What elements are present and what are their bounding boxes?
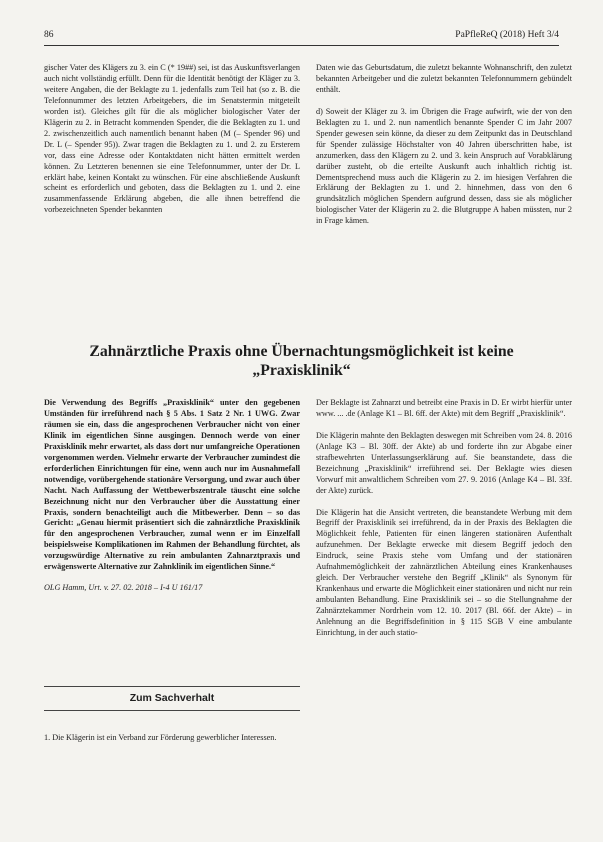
section-rule-bottom bbox=[44, 710, 300, 711]
article-lead: Die Verwendung des Begriffs „Praxisklinik“ unter den gegebenen Umständen für irreführend nach § 5 Abs. 1 Satz 2 Nr. 1 UWG. Zwar räumen sie ein, dass die angesprochenen Verbraucher nicht von einer Klinik im eigentlichen Sinne ausgingen. Dennoch werde von einer Praxisklinik mehr erwartet, als dass dort nur umfangreiche Operationen vorgenommen werden. Vielmehr erwarte der Verbraucher zumindest die erforderlichen Einrichtungen für eine, wenn auch nur im Ausnahmefall notwendige, vorübergehende stationäre Versorgung, und zwar auch über Nacht. Nach Auffassung der Wettbewerbszentrale täuscht eine solche Bezeichnung nicht nur den Verbraucher über die Ausstattung einer Praxis, sondern benachteiligt auch die Mitbewerber. Denn – so das Gericht: „Genau hiermit präsentiert sich die zahnärztliche Praxisklinik für den angesprochenen Verbraucher, zumal wenn er im Einzelfall beispielsweise Komplikationen im Rahmen der Behandlung fürchtet, als vorzugswürdige Alternative zu rein ambulanten Zahnarztpraxis und erwägenswerte Alternative zur Zahnklinik im eigentlichen Sinne.“ bbox=[44, 398, 300, 572]
section-rule-top bbox=[44, 686, 300, 687]
journal-reference: PaPfleReQ (2018) Heft 3/4 bbox=[455, 30, 559, 40]
paragraph: d) Soweit der Kläger zu 3. im Übrigen die Frage aufwirft, wie der von den Beklagten zu 1. und 2. nun namentlich benannte Spender C im Jahr 2007 Spender gewesen sein könne, da dieser zu dem Zeitpunkt das in Deutschland für Spender zulässige Höchstalter von 40 Jahren überschritten habe, ist anzumerken, dass den Klägern zu 2. und 3. kein Anspruch auf Vorabklärung darüber zusteht, ob die erteilte Auskunft auch inhaltlich richtig ist. Dementsprechend muss auch die Klägerin zu 2. im hiesigen Verfahren die Erklärung der Beklagten zu 1. und 2. hinnehmen, dass von den 6 grundsätzlich möglichen Spendern aufgrund dessen, dass sie als möglicher biologischer Vater der Klägerin zu 2. die Blutgruppe A haben müssten, nur 2 in Frage kämen. bbox=[316, 106, 572, 226]
bottom-right-column bbox=[316, 398, 572, 639]
top-right-column bbox=[316, 63, 572, 227]
header-rule bbox=[44, 45, 559, 46]
paragraph: gischer Vater des Klägers zu 3. ein C (* 19##) sei, ist das Auskunftsverlangen auch nicht vollständig erfüllt. Denn für die Identität benötigt der Kläger zu 3. weitere Angaben, die der Beklagte zu 1. jedenfalls zum Teil hat (so z. B. die Telefonnummer des letzten Arbeitgebers, die im Senatstermin mitgeteilt worden ist). Gleiches gilt für die als möglicher biologischer Vater der Klägerin zu 2. in Betracht kommenden Spender, die die Beklagten zu 1. und 2. zwischenzeitlich auch namentlich benannt haben (M (– Spender 96) und Dr. L (– Spender 95)). Zwar tragen die Beklagten zu 1. und 2. zu Ersterem vor, dass eine Adresse oder Kontaktdaten nicht hätten ermittelt werden können. Zu Letzteren benennen sie eine Telefonnummer, unter der Dr. L erklärt habe, keinen Kontakt zu wünschen. Für eine abschließende Auskunft scheint es erforderlich und geboten, dass die Beklagten zu 1. und 2. eine zusammenfassende Erklärung abgeben, die alle ihnen betreffend die vorbezeichneten Spender bekannten bbox=[44, 63, 300, 215]
paragraph: Die Klägerin hat die Ansicht vertreten, die beanstandete Werbung mit dem Begriff der Praxisklinik sei irreführend, da in der Praxis des Beklagten die Möglichkeit fehle, Patienten für einen längeren stationären Aufenthalt aufzunehmen. Der Beklagte erwecke mit diesem Begriff jedoch den Eindruck, seine Praxis stehe vom Umfang und der stationären Aufnahmemöglichkeit der zahnärztlichen Abteilung eines Krankenhauses gleich. Der Verbraucher verstehe den Begriff „Klinik“ als Synonym für Krankenhaus und erwarte die Möglichkeit einer stationären und nicht nur rein ambulanten Behandlung. Eine Praxisklinik sei – so die Stellungnahme der Zahnärztekammer Nordrhein vom 12. 10. 2017 (Bl. 66f. der Akte) – in Anlehnung an die Begriffsdefinition in § 115 SGB V eine ambulante Einrichtung, in der auch statio- bbox=[316, 507, 572, 637]
bottom-left-column bbox=[44, 398, 300, 594]
article-title-line-1: Zahnärztliche Praxis ohne Übernachtungsmöglichkeit ist keine bbox=[89, 343, 514, 360]
article-title bbox=[44, 342, 559, 380]
paragraph: Die Klägerin mahnte den Beklagten deswegen mit Schreiben vom 24. 8. 2016 (Anlage K3 – Bl. 30ff. der Akte) ab und forderte ihn zur Abgabe einer strafbewehrten Unterlassungserklärung auf. Sie beanstandete, dass die Bezeichnung „Praxisklinik“ irreführend sei. Der Beklagte wies diesen Vorwurf mit anwaltlichem Schreiben vom 27. 9. 2016 (Anlage K4 – Bl. 33f. der Akte) zurück. bbox=[316, 430, 572, 495]
paragraph: Der Beklagte ist Zahnarzt und betreibt eine Praxis in D. Er wirbt hierfür unter www. ... .de (Anlage K1 – Bl. 6ff. der Akte) mit dem Begriff „Praxisklinik“. bbox=[316, 398, 572, 418]
section-heading: Zum Sachverhalt bbox=[129, 692, 215, 704]
bottom-left-section bbox=[44, 733, 300, 744]
court-citation: OLG Hamm, Urt. v. 27. 02. 2018 – I-4 U 161/17 bbox=[44, 583, 203, 593]
paragraph: 1. Die Klägerin ist ein Verband zur Förderung gewerblicher Interessen. bbox=[44, 733, 277, 742]
top-left-column bbox=[44, 63, 300, 216]
page-header bbox=[44, 30, 559, 44]
article-title-line-2: „Praxisklinik“ bbox=[252, 362, 351, 379]
page-number: 86 bbox=[44, 30, 54, 40]
paragraph: Daten wie das Geburtsdatum, die zuletzt bekannte Wohnanschrift, den zuletzt bekannten Arbeitgeber und die zuletzt bekannten Telefonnummern gebündelt enthält. bbox=[316, 63, 572, 94]
